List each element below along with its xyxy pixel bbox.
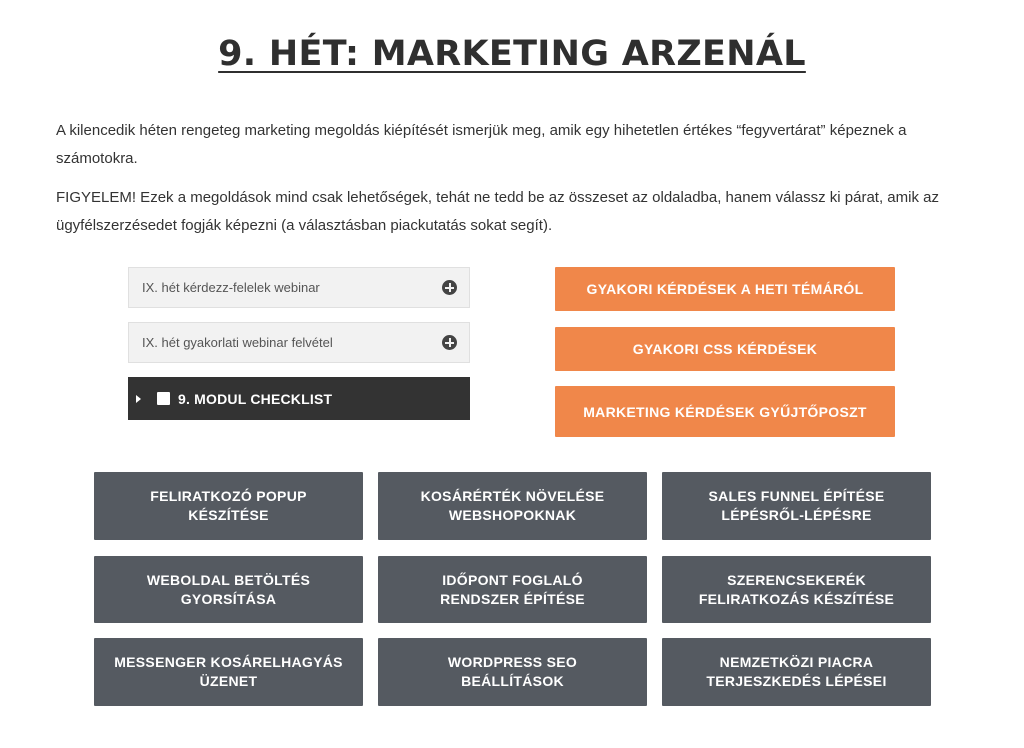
topic-button-sales-funnel[interactable]: SALES FUNNEL ÉPÍTÉSE LÉPÉSRŐL-LÉPÉSRE — [662, 472, 931, 540]
topic-button-wordpress-seo[interactable]: WORDPRESS SEO BEÁLLÍTÁSOK — [378, 638, 647, 706]
accordion-label: IX. hét gyakorlati webinar felvétel — [142, 335, 333, 350]
checklist-label: 9. MODUL CHECKLIST — [178, 390, 333, 407]
accordion-label: IX. hét kérdezz-felelek webinar — [142, 280, 320, 295]
page-title: 9. HÉT: MARKETING ARZENÁL — [218, 34, 806, 74]
checklist-checkbox[interactable] — [157, 392, 170, 405]
accordion-practical-webinar[interactable] — [128, 322, 470, 363]
topic-button-wheel-of-fortune[interactable]: SZERENCSEKERÉK FELIRATKOZÁS KÉSZÍTÉSE — [662, 556, 931, 623]
topic-button-cart-value[interactable]: KOSÁRÉRTÉK NÖVELÉSE WEBSHOPOKNAK — [378, 472, 647, 540]
topic-button-booking-system[interactable]: IDŐPONT FOGLALÓ RENDSZER ÉPÍTÉSE — [378, 556, 647, 623]
marketing-questions-post-button[interactable]: MARKETING KÉRDÉSEK GYŰJTŐPOSZT — [555, 386, 895, 437]
plus-circle-icon[interactable] — [442, 335, 457, 350]
caret-right-icon[interactable] — [136, 395, 141, 403]
faq-weekly-topic-button[interactable]: GYAKORI KÉRDÉSEK A HETI TÉMÁRÓL — [555, 267, 895, 311]
topic-button-messenger-cart[interactable]: MESSENGER KOSÁRELHAGYÁS ÜZENET — [94, 638, 363, 706]
faq-css-button[interactable]: GYAKORI CSS KÉRDÉSEK — [555, 327, 895, 371]
accordion-qa-webinar[interactable] — [128, 267, 470, 308]
topic-button-popup[interactable]: FELIRATKOZÓ POPUP KÉSZÍTÉSE — [94, 472, 363, 540]
topic-button-international[interactable]: NEMZETKÖZI PIACRA TERJESZKEDÉS LÉPÉSEI — [662, 638, 931, 706]
module-checklist-toggle[interactable] — [128, 377, 470, 420]
warning-paragraph: FIGYELEM! Ezek a megoldások mind csak lehetőségek, tehát ne tedd be az összeset az oldaladba, hanem válassz ki párat, amik az ügyfélszerzésedet fogják képezni (a választásban piackutatás sokat segít). — [56, 189, 939, 234]
intro-paragraph: A kilencedik héten rengeteg marketing megoldás kiépítését ismerjük meg, amik egy hihetetlen értékes “fegyvertárat” képeznek a számotokra. — [56, 122, 907, 167]
plus-circle-icon[interactable] — [442, 280, 457, 295]
topic-button-page-speed[interactable]: WEBOLDAL BETÖLTÉS GYORSÍTÁSA — [94, 556, 363, 623]
